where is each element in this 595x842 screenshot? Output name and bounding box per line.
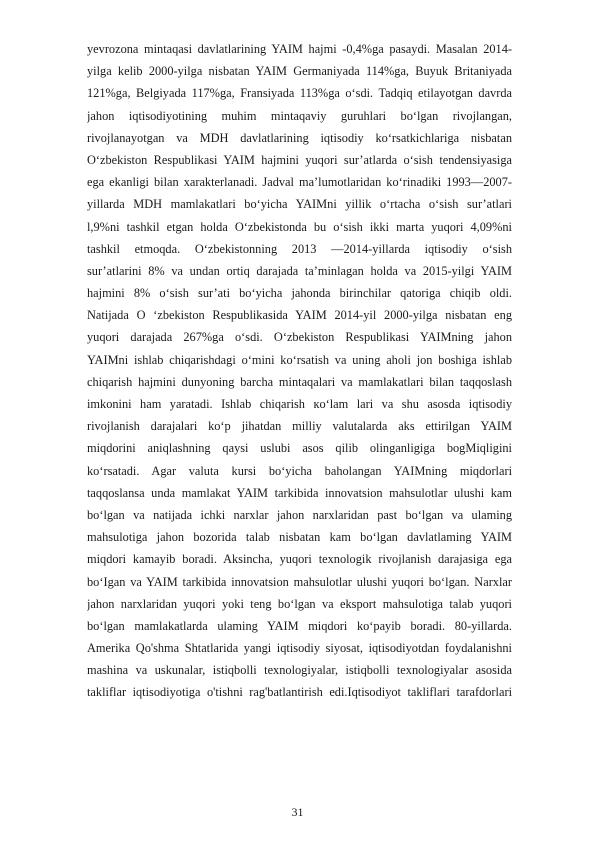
text-line: taqqoslansa unda mamlakat YAIM tarkibida innovatsion mahsulotlar ulushi kam bbox=[87, 485, 512, 500]
text-line: bo‘lgan va natijada ichki narxlar jahon narxlaridan past bo‘lgan va ulaming bbox=[87, 507, 512, 522]
text-line: 121%ga, Belgiyada 117%ga, Fransiyada 113%ga o‘sdi. Tadqiq etilayotgan davrda bbox=[87, 86, 512, 101]
text-line: hajmini 8% o‘sish sur’ati bo‘yicha jahonda birinchilar qatoriga chiqib oldi. bbox=[87, 286, 512, 301]
text-line: bo‘Igan va YAIM tarkibida innovatsion mahsulotlar ulushi yuqori bo‘lgan. Narxlar bbox=[87, 574, 512, 589]
text-line: rivojlanish darajalari ko‘p jihatdan milliy valutalarda aks ettirilgan YAIM bbox=[87, 419, 512, 434]
text-line: yillarda MDH mamlakatlari bo‘yicha YAIMni yillik o‘rtacha o‘sish sur’atlari bbox=[87, 197, 512, 212]
text-line: yilga kelib 2000-yilga nisbatan YAIM Germaniyada 114%ga, Buyuk Britaniyada bbox=[87, 64, 512, 79]
text-line: sur’atlarini 8% va undan ortiq darajada ta’minlagan holda va 2015-yilgi YAIM bbox=[87, 263, 512, 278]
text-line: jahon iqtisodiyotining muhim mintaqaviy guruhlari bo‘lgan rivojlangan, bbox=[87, 108, 512, 123]
text-line: takliflar iqtisodiyotiga o'tishni rag'batlantirish edi.Iqtisodiyot takliflari tarafdorlari bbox=[87, 685, 512, 700]
text-line: l,9%ni tashkil etgan holda O‘zbekistonda bu o‘sish ikki marta yuqori 4,09%ni bbox=[87, 219, 512, 234]
text-line: mashina va uskunalar, istiqbolli texnologiyalar, istiqbolli texnologiyalar asosida bbox=[87, 663, 512, 678]
text-line: imkonini ham yaratadi. Ishlab chiqarish кo‘lam lari va shu asosda iqtisodiy bbox=[87, 397, 512, 411]
text-line: Amerika Qo'shma Shtatlarida yangi iqtisodiy siyosat, iqtisodiyotdan foydalanishni bbox=[87, 641, 512, 656]
text-line: yuqori darajada 267%ga o‘sdi. O‘zbekiston Respublikasi YAIMning jahon bbox=[87, 330, 512, 345]
text-line: miqdorini aniqlashning qaysi uslubi asos qilib olinganligiga bogMiqligini bbox=[87, 441, 512, 456]
text-line: jahon narxlaridan yuqori yoki teng bo‘lgan va eksport mahsulotiga talab yuqori bbox=[87, 596, 512, 611]
text-line: ko‘rsatadi. Agar valuta kursi bo‘yicha baholangan YAIMning miqdorlari bbox=[87, 463, 512, 478]
text-line: bo‘lgan mamlakatlarda ulaming YAIM miqdori ko‘payib boradi. 80-yillarda. bbox=[87, 618, 512, 633]
text-line: Natijada O ‘zbekiston Respublikasida YAIM 2014-yil 2000-yilga nisbatan eng bbox=[87, 308, 512, 323]
text-line: ega ekanligi bilan xarakterlanadi. Jadval ma’lumotlaridan ko‘rinadiki 1993—2007- bbox=[87, 175, 512, 190]
text-line: chiqarish hajmini dunyoning barcha mintaqalari va mamlakatlari bilan taqqoslash bbox=[87, 374, 512, 389]
text-line: O‘zbekiston Respublikasi YAIM hajmini yuqori sur’atlarda o‘sish tendensiyasiga bbox=[87, 152, 512, 167]
text-line: miqdori kamayib boradi. Aksincha, yuqori texnologik rivojlanish darajasiga ega bbox=[87, 552, 512, 567]
text-line: rivojlanayotgan va MDH davlatlarining iqtisodiy ko‘rsatkichlariga nisbatan bbox=[87, 130, 512, 145]
body-text bbox=[87, 38, 512, 704]
text-line: yevrozona mintaqasi davlatlarining YAIM hajmi -0,4%ga pasaydi. Masalan 2014- bbox=[87, 42, 512, 56]
page-number: 31 bbox=[291, 805, 304, 819]
text-line: mahsulotiga jahon bozorida talab nisbatan kam bo‘lgan davlatlaming YAIM bbox=[87, 530, 512, 545]
text-line: YAIMni ishlab chiqarishdagi o‘mini ko‘rsatish va uning aholi jon boshiga ishlab bbox=[87, 352, 512, 367]
text-line: tashkil etmoqda. O‘zbekistonning 2013 —2014-yillarda iqtisodiy o‘sish bbox=[87, 241, 512, 256]
